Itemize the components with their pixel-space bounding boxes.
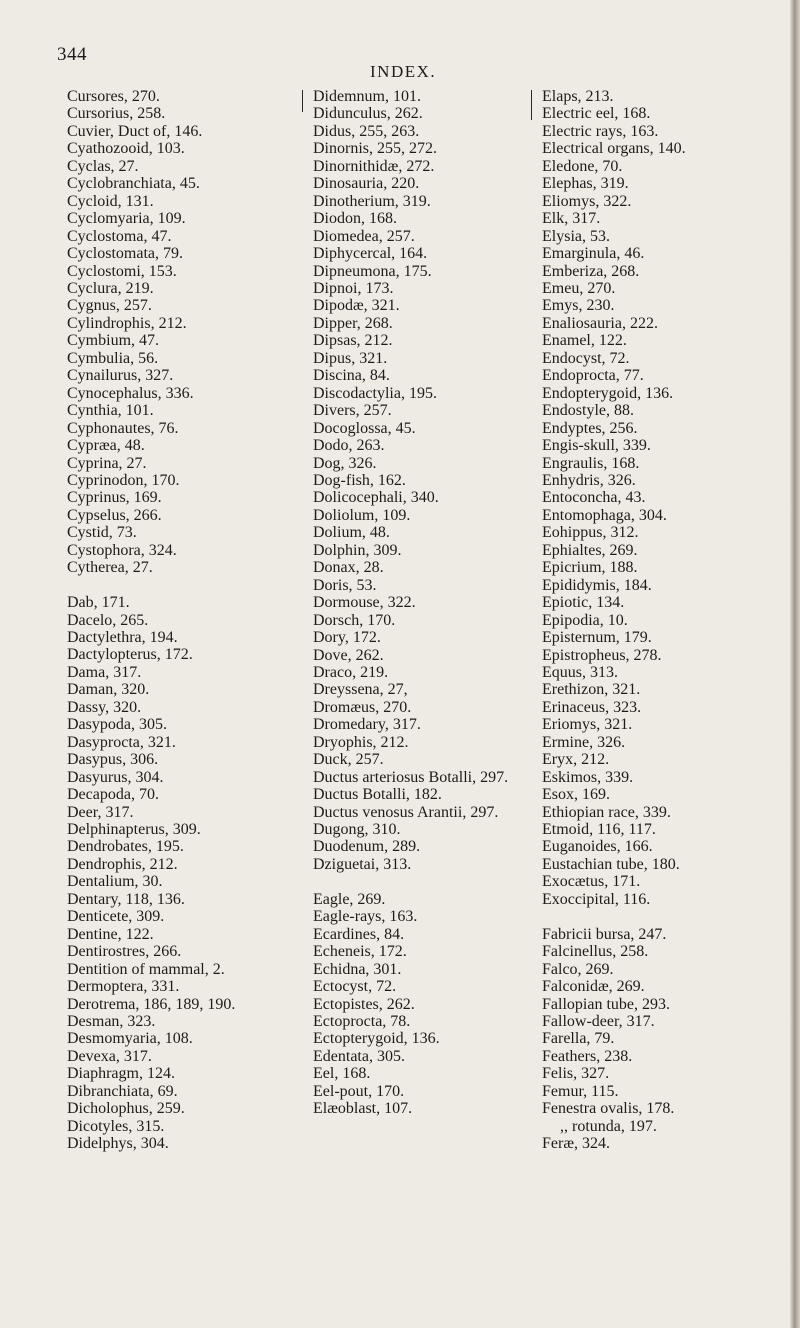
index-entry: Cursores, 270.: [67, 88, 160, 105]
index-entry: Eustachian tube, 180.: [542, 855, 680, 873]
index-entry: Cytherea, 27.: [67, 559, 153, 577]
index-entry: Emarginula, 46.: [542, 245, 645, 263]
index-entry: Epicrium, 188.: [542, 559, 638, 577]
index-entry: Endoprocta, 77.: [542, 367, 644, 385]
index-entry: Cyprinodon, 170.: [67, 471, 180, 489]
index-entry: Cynailurus, 327.: [67, 367, 174, 385]
index-entry: Femur, 115.: [542, 1082, 619, 1100]
index-entry: Dreyssena, 27,: [313, 681, 408, 699]
index-entry: Dibranchiata, 69.: [67, 1082, 178, 1100]
index-entry: Emberiza, 268.: [542, 262, 640, 280]
index-entry: Daman, 320.: [67, 681, 150, 699]
index-entry: Dolicocephali, 340.: [313, 489, 439, 507]
index-entry: Dipsas, 212.: [313, 332, 393, 350]
index-entry: Fallopian tube, 293.: [542, 995, 670, 1013]
index-entry: Cymbium, 47.: [67, 332, 160, 350]
index-entry: Dinotherium, 319.: [313, 192, 431, 210]
index-entry: Ductus venosus Arantii, 297.: [313, 803, 499, 821]
index-entry: Dentalium, 30.: [67, 873, 163, 891]
index-entry: Cymbulia, 56.: [67, 349, 159, 367]
index-entry: Epistropheus, 278.: [542, 646, 662, 664]
index-entry: Endopterygoid, 136.: [542, 384, 674, 402]
index-entry: Eel-pout, 170.: [313, 1082, 405, 1100]
index-entry: Ermine, 326.: [542, 733, 626, 751]
index-entry: Decapoda, 70.: [67, 786, 159, 804]
index-entry: Falcinellus, 258.: [542, 943, 649, 961]
index-entry: Dicotyles, 315.: [67, 1117, 165, 1135]
index-entry: Ectoprocta, 78.: [313, 1013, 411, 1030]
index-entry: Entoconcha, 43.: [542, 489, 646, 507]
index-entry: Cyphonautes, 76.: [67, 419, 179, 437]
index-entry: Dentine, 122.: [67, 925, 154, 943]
index-entry: Eel, 168.: [313, 1065, 371, 1083]
index-entry: Dog-fish, 162.: [313, 471, 406, 489]
index-entry: Dacelo, 265.: [67, 611, 149, 629]
index-entry: Feathers, 238.: [542, 1047, 633, 1065]
index-entry: Elysia, 53.: [542, 227, 610, 245]
index-entry: Dipus, 321.: [313, 349, 388, 367]
index-entry: Eagle, 269.: [313, 890, 386, 908]
index-entry: Erethizon, 321.: [542, 681, 641, 699]
index-entry: Emeu, 270.: [542, 279, 616, 297]
index-entry: Ductus Botalli, 182.: [313, 786, 442, 804]
index-entry: Dolium, 48.: [313, 524, 390, 542]
index-entry: Cyclura, 219.: [67, 279, 154, 297]
index-entry: ,, rotunda, 197.: [560, 1117, 657, 1135]
page-number: 344: [57, 44, 87, 65]
index-entry: Dentary, 118, 136.: [67, 890, 185, 908]
index-entry: Epipodia, 10.: [542, 611, 628, 629]
index-entry: Ectocyst, 72.: [313, 978, 397, 996]
index-entry: Devexa, 317.: [67, 1047, 152, 1065]
index-entry: Cynocephalus, 336.: [67, 384, 194, 402]
index-column-3: [542, 88, 754, 1153]
index-entry: Cyclobranchiata, 45.: [67, 175, 200, 193]
index-entry: Entomophaga, 304.: [542, 506, 667, 524]
index-entry: Engis-skull, 339.: [542, 437, 651, 455]
index-entry: Etmoid, 116, 117.: [542, 821, 656, 839]
index-entry: Donax, 28.: [313, 559, 384, 577]
index-entry: Dog, 326.: [313, 454, 377, 472]
index-entry: Edentata, 305.: [313, 1047, 405, 1065]
index-entry: Cyclostomi, 153.: [67, 262, 177, 280]
index-entry: Episternum, 179.: [542, 629, 652, 647]
index-entry: Falco, 269.: [542, 960, 614, 978]
index-entry: Dentirostres, 266.: [67, 943, 182, 961]
index-entry: Ductus arteriosus Botalli, 297.: [313, 768, 509, 786]
index-entry: Divers, 257.: [313, 402, 392, 420]
index-entry: Cyprina, 27.: [67, 454, 147, 472]
index-entry: Dipodæ, 321.: [313, 297, 400, 315]
index-entry: Cystophora, 324.: [67, 541, 177, 559]
index-entry: Eliomys, 322.: [542, 192, 632, 210]
index-entry: Eryx, 212.: [542, 751, 610, 769]
index-entry: Derotrema, 186, 189, 190.: [67, 995, 236, 1013]
index-entry: Duck, 257.: [313, 751, 384, 769]
index-entry: Elk, 317.: [542, 210, 601, 228]
index-entry: Cycloid, 131.: [67, 192, 154, 210]
index-entry: Dasypoda, 305.: [67, 716, 167, 734]
index-entry: Echidna, 301.: [313, 960, 402, 978]
index-entry: Esox, 169.: [542, 786, 610, 804]
index-entry: Delphinapterus, 309.: [67, 821, 201, 839]
index-entry: Cygnus, 257.: [67, 297, 152, 315]
index-entry: Electric eel, 168.: [542, 105, 651, 123]
index-entry: Dormouse, 322.: [313, 594, 416, 612]
index-entry: Exocætus, 171.: [542, 873, 641, 891]
index-entry: Dicholophus, 259.: [67, 1100, 185, 1118]
index-entry: Elaps, 213.: [542, 88, 614, 105]
index-entry: Cyprinus, 169.: [67, 489, 162, 507]
index-entry: Didelphys, 304.: [67, 1135, 169, 1153]
index-entry: Cynthia, 101.: [67, 402, 154, 420]
index-entry: Dove, 262.: [313, 646, 384, 664]
index-entry: Euganoides, 166.: [542, 838, 653, 856]
index-entry: Eohippus, 312.: [542, 524, 639, 542]
column-rule: [302, 90, 303, 112]
index-entry: Ecardines, 84.: [313, 925, 405, 943]
index-entry: Cyclostomata, 79.: [67, 245, 183, 263]
index-entry: Endocyst, 72.: [542, 349, 630, 367]
index-entry: Dama, 317.: [67, 663, 142, 681]
index-entry: Ephialtes, 269.: [542, 541, 638, 559]
index-entry: Deer, 317.: [67, 803, 134, 821]
index-entry: Dromedary, 317.: [313, 716, 421, 734]
index-entry: Cystid, 73.: [67, 524, 137, 542]
column-rule: [531, 90, 532, 120]
index-entry: Dziguetai, 313.: [313, 855, 412, 873]
index-entry: Falconidæ, 269.: [542, 978, 645, 996]
index-entry: Diaphragm, 124.: [67, 1065, 175, 1083]
index-entry: Fabricii bursa, 247.: [542, 925, 667, 943]
index-entry: Cyclas, 27.: [67, 157, 139, 175]
index-entry: Cyathozooid, 103.: [67, 140, 185, 158]
index-entry: Cyclomyaria, 109.: [67, 210, 186, 228]
index-entry: Duodenum, 289.: [313, 838, 421, 856]
index-column-1: [67, 88, 281, 1153]
index-entry: Echeneis, 172.: [313, 943, 407, 961]
index-entry: Dipneumona, 175.: [313, 262, 432, 280]
index-entry: Elæoblast, 107.: [313, 1100, 413, 1118]
index-entry: Dentition of mammal, 2.: [67, 960, 225, 978]
index-entry: Dinornis, 255, 272.: [313, 140, 437, 158]
index-entry: Eriomys, 321.: [542, 716, 633, 734]
index-entry: Draco, 219.: [313, 663, 389, 681]
index-column-2: [313, 88, 513, 1118]
index-entry: Diphycercal, 164.: [313, 245, 428, 263]
index-entry: Farella, 79.: [542, 1030, 615, 1048]
index-entry: Didus, 255, 263.: [313, 122, 420, 140]
index-entry: Dab, 171.: [67, 594, 130, 612]
index-entry: Desmomyaria, 108.: [67, 1030, 193, 1048]
index-entry: Exoccipital, 116.: [542, 890, 651, 908]
index-entry: Dolphin, 309.: [313, 541, 402, 559]
index-entry: Eskimos, 339.: [542, 768, 634, 786]
index-entry: Diomedea, 257.: [313, 227, 415, 245]
index-entry: Dactylethra, 194.: [67, 629, 178, 647]
index-entry: Enaliosauria, 222.: [542, 314, 658, 332]
index-entry: Cypselus, 266.: [67, 506, 162, 524]
index-entry: Dasypus, 306.: [67, 751, 159, 769]
index-entry: Cyclostoma, 47.: [67, 227, 172, 245]
index-entry: Dendrobates, 195.: [67, 838, 184, 856]
index-entry: Endyptes, 256.: [542, 419, 638, 437]
index-entry: Cypræa, 48.: [67, 437, 145, 455]
index-entry: Enhydris, 326.: [542, 471, 636, 489]
index-entry: Doliolum, 109.: [313, 506, 411, 524]
index-entry: Elephas, 319.: [542, 175, 629, 193]
index-entry: Docoglossa, 45.: [313, 419, 416, 437]
index-entry: Dactylopterus, 172.: [67, 646, 193, 664]
index-entry: Dasyprocta, 321.: [67, 733, 176, 751]
index-entry: Dugong, 310.: [313, 821, 401, 839]
index-entry: Enamel, 122.: [542, 332, 627, 350]
index-entry: Dinornithidæ, 272.: [313, 157, 435, 175]
index-entry: Dinosauria, 220.: [313, 175, 420, 193]
index-entry: Dermoptera, 331.: [67, 978, 180, 996]
index-entry: Engraulis, 168.: [542, 454, 640, 472]
index-entry: Dasyurus, 304.: [67, 768, 164, 786]
index-entry: Ethiopian race, 339.: [542, 803, 671, 821]
index-entry: Desman, 323.: [67, 1013, 156, 1030]
book-spine-edge: [790, 0, 800, 1328]
index-entry: Discodactylia, 195.: [313, 384, 437, 402]
index-entry: Didunculus, 262.: [313, 105, 423, 123]
index-entry: Fenestra ovalis, 178.: [542, 1100, 675, 1118]
index-entry: Endostyle, 88.: [542, 402, 634, 420]
index-entry: Emys, 230.: [542, 297, 615, 315]
index-entry: Diodon, 168.: [313, 210, 397, 228]
index-entry: Didemnum, 101.: [313, 88, 421, 105]
index-entry: Doris, 53.: [313, 576, 377, 594]
index-entry: Dendrophis, 212.: [67, 855, 178, 873]
index-entry: Erinaceus, 323.: [542, 698, 642, 716]
index-entry: Discina, 84.: [313, 367, 390, 385]
index-entry: Eledone, 70.: [542, 157, 623, 175]
index-entry: Eagle-rays, 163.: [313, 908, 418, 926]
index-entry: Dodo, 263.: [313, 437, 385, 455]
index-entry: Ectopterygoid, 136.: [313, 1030, 440, 1048]
index-entry: Dorsch, 170.: [313, 611, 396, 629]
index-entry: Cursorius, 258.: [67, 105, 166, 123]
index-entry: Epiotic, 134.: [542, 594, 625, 612]
index-entry: Electric rays, 163.: [542, 122, 659, 140]
index-entry: Cuvier, Duct of, 146.: [67, 122, 203, 140]
index-entry: Dryophis, 212.: [313, 733, 409, 751]
index-entry: Felis, 327.: [542, 1065, 610, 1083]
index-entry: Dromæus, 270.: [313, 698, 412, 716]
index-entry: Epididymis, 184.: [542, 576, 652, 594]
index-entry: Electrical organs, 140.: [542, 140, 686, 158]
index-entry: Cylindrophis, 212.: [67, 314, 187, 332]
index-entry: Ectopistes, 262.: [313, 995, 415, 1013]
index-entry: Feræ, 324.: [542, 1135, 610, 1153]
index-entry: Dassy, 320.: [67, 698, 142, 716]
index-entry: Dipper, 268.: [313, 314, 393, 332]
index-entry: Dory, 172.: [313, 629, 381, 647]
index-entry: Denticete, 309.: [67, 908, 165, 926]
index-entry: Fallow-deer, 317.: [542, 1013, 655, 1030]
index-entry: Dipnoi, 173.: [313, 279, 394, 297]
index-entry: Equus, 313.: [542, 663, 618, 681]
page-header: INDEX.: [370, 62, 437, 81]
